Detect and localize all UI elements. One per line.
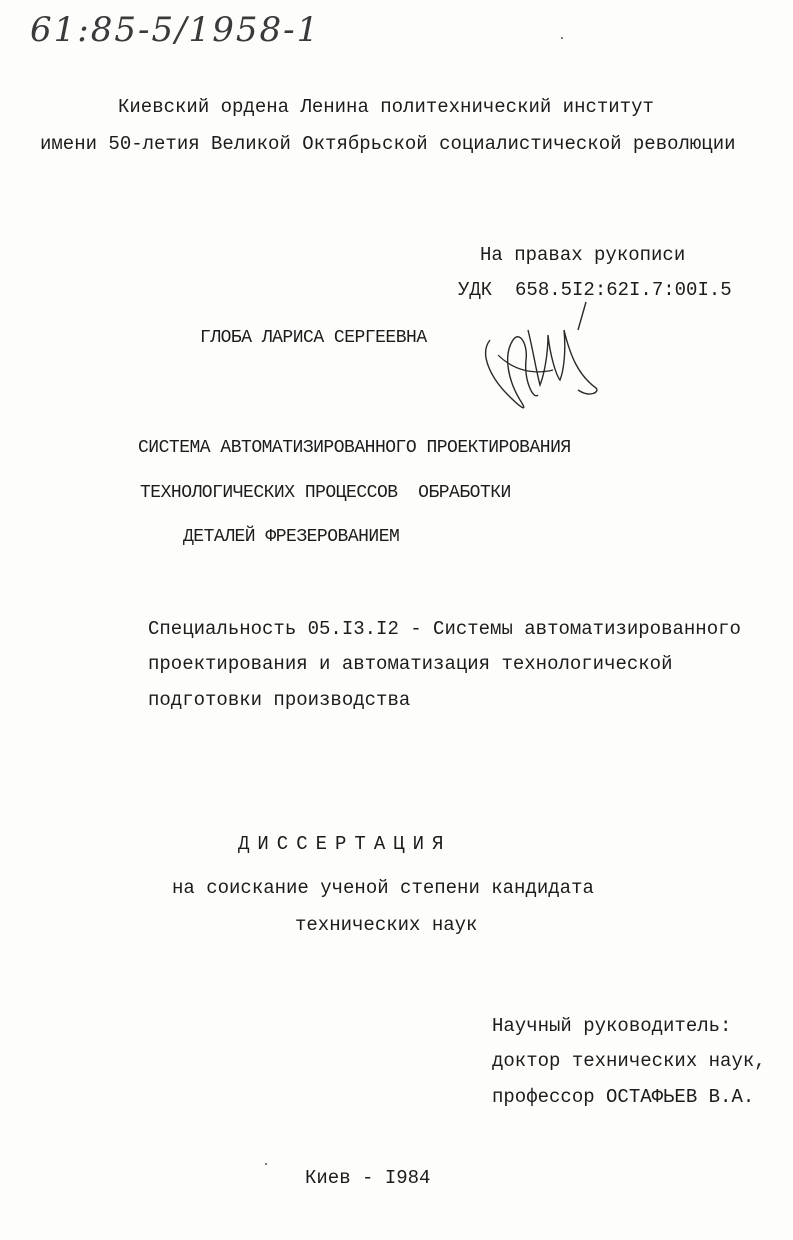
- specialty-line-1: Специальность 05.I3.I2 - Системы автоматизированного: [148, 618, 741, 640]
- scan-speck: [265, 1163, 267, 1165]
- supervisor-name: профессор ОСТАФЬЕВ В.А.: [492, 1086, 755, 1108]
- specialty-line-3: подготовки производства: [148, 689, 411, 711]
- institution-line-2: имени 50-летия Великой Октябрьской социалистической революции: [40, 133, 736, 155]
- supervisor-label: Научный руководитель:: [492, 1015, 732, 1037]
- author-name: ГЛОБА ЛАРИСА СЕРГЕЕВНА: [200, 328, 427, 348]
- manuscript-rights: На правах рукописи: [480, 244, 686, 266]
- archive-number: 61:85-5/1958-1: [30, 10, 321, 50]
- dissertation-heading: ДИССЕРТАЦИЯ: [238, 833, 452, 855]
- place-year: Киев - I984: [305, 1167, 431, 1189]
- specialty-line-2: проектирования и автоматизация технологической: [148, 653, 673, 675]
- title-line-3: ДЕТАЛЕЙ ФРЕЗЕРОВАНИЕМ: [183, 527, 400, 547]
- scan-speck: [561, 37, 563, 39]
- udc-code: УДК 658.5I2:62I.7:00I.5: [458, 279, 732, 301]
- dissertation-line-2: технических наук: [295, 914, 478, 936]
- signature-image: [478, 300, 608, 425]
- dissertation-line-1: на соискание ученой степени кандидата: [172, 877, 594, 899]
- title-line-2: ТЕХНОЛОГИЧЕСКИХ ПРОЦЕССОВ ОБРАБОТКИ: [140, 483, 511, 503]
- title-line-1: СИСТЕМА АВТОМАТИЗИРОВАННОГО ПРОЕКТИРОВАНИЯ: [138, 438, 571, 458]
- supervisor-degree: доктор технических наук,: [492, 1050, 766, 1072]
- institution-line-1: Киевский ордена Ленина политехнический институт: [118, 96, 654, 118]
